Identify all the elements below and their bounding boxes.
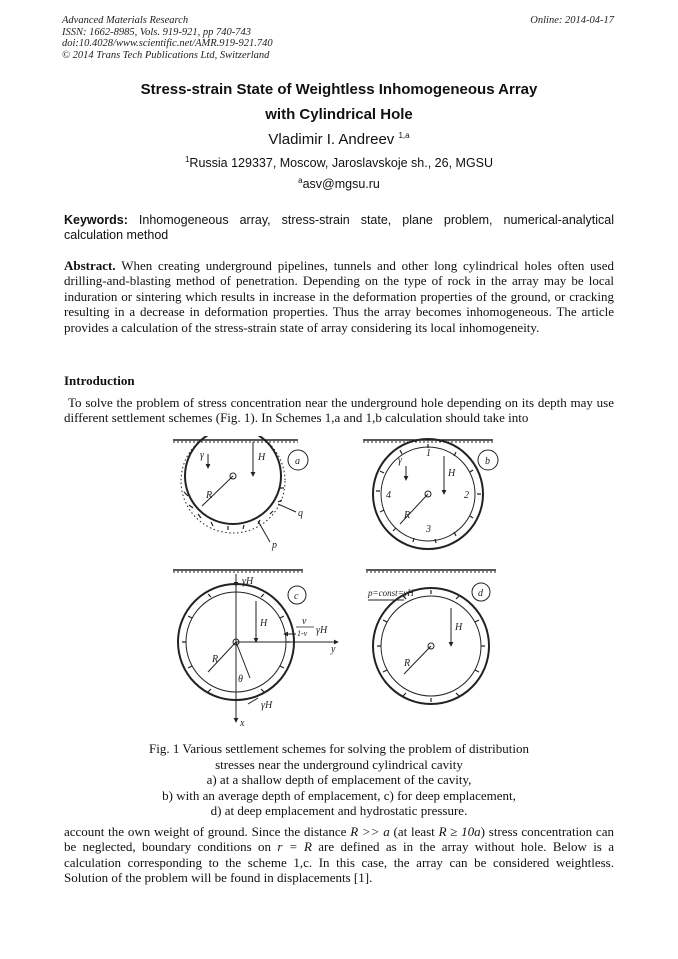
figure-1 [168,436,508,730]
label-2-b: 2 [464,490,469,501]
author-sup: 1,a [398,131,410,140]
label-gH-top-c: γH [242,576,254,587]
label-H-b: H [448,468,456,479]
journal-name: Advanced Materials Research [62,15,189,26]
label-R-a: R [206,490,213,501]
caption-line-1: Fig. 1 Various settlement schemes for solving the problem of distribution [149,741,529,756]
email-sup: a [298,175,303,185]
label-y-c: y [331,644,336,655]
body2-text-3: ) stress concentration can be neglected, boundary conditions on [64,824,614,855]
body2-text-4: are defined as in the array without hole. Below is a calculation corresponding to the scheme 1,c. In this case, the array can be considered weightless. Solution of the problem will be found in displacements [1]. [64,839,614,886]
label-gH-bottom-c: γH [261,700,273,711]
author-name: Vladimir I. Andreev [268,131,395,148]
label-gamma-b: γ [398,455,402,466]
author-email: asv@mgsu.ru [302,177,380,191]
label-gamma-a: γ [200,450,204,461]
label-R-d: R [404,658,411,669]
label-nu-c: ν [302,616,307,627]
issn: ISSN: 1662-8985, Vols. 919-921, pp 740-743 [62,26,251,38]
figure-caption [64,741,614,819]
label-1mnu-c: 1-ν [297,629,308,638]
caption-line-2: stresses near the underground cylindrical cavity [215,756,463,772]
label-x-c: x [240,718,245,729]
body2-text-1: account the own weight of ground. Since the distance [64,824,351,839]
affiliation [0,156,678,170]
keywords-label: Keywords: [64,213,128,227]
keywords-text: Inhomogeneous array, stress-strain state, plane problem, numerical-analytical calculation method [64,213,614,242]
paper-title-line2: with Cylindrical Hole [265,106,413,123]
label-q-a: q [298,508,303,519]
formula-r-gg-a: R >> a [350,824,390,839]
abstract-text: When creating underground pipelines, tunnels and other long cylindrical holes often used drilling-and-blasting method of penetration. Depending on the type of rock in the array may be local induration or sintering which results in increase in the deformation properties of the ground, or cracking resulting in a decrease in deformation properties. Thus the array becomes inhomogeneous. The article provides a calculation of the stress-strain state of array considering its local inhomogeneity. [64,258,615,335]
keywords [64,213,614,243]
label-b: b [485,456,490,467]
scheme-c [173,570,338,722]
label-H-d: H [455,622,463,633]
formula-r-ge-10a: R ≥ 10a [438,824,481,839]
label-3-b: 3 [426,524,431,535]
label-gH-side-c: γH [316,625,328,636]
label-pconst-d: p=const=γH [368,588,414,598]
label-H-a: H [258,452,266,463]
paper-title-line1: Stress-strain State of Weightless Inhomogeneous Array [140,81,538,98]
formula-r-eq-R: r = R [277,839,312,855]
label-4-b: 4 [386,490,391,501]
label-a: a [295,456,300,467]
label-R-c: R [212,654,219,665]
journal-header [62,15,273,61]
affil-address: Russia 129337, Moscow, Jaroslavskoje sh., 26, MGSU [189,156,494,170]
section-heading: Introduction [64,373,135,388]
abstract [64,258,614,335]
label-theta-c: θ [238,674,243,685]
label-1-b: 1 [426,448,431,459]
abstract-label: Abstract. [64,258,116,273]
caption-line-5: d) at deep emplacement and hydrostatic pressure. [210,803,468,819]
author [0,131,678,148]
label-p-a: p [272,540,277,551]
online-date: Online: 2014-04-17 [530,15,614,26]
email-line [0,177,678,191]
caption-line-4: b) with an average depth of emplacement, c) for deep emplacement, [162,787,516,803]
label-R-b: R [404,510,411,521]
scheme-a [173,436,298,542]
body-paragraph-2 [64,824,614,886]
label-c: c [294,591,299,602]
intro-paragraph: To solve the problem of stress concentration near the underground hole depending on its depth may use different settlement schemes (Fig. 1). In Schemes 1,a and 1,b calculation should take into [64,395,614,426]
label-H-c: H [260,618,268,629]
body2-text-2: (at least [389,824,439,839]
doi: doi:10.4028/www.scientific.net/AMR.919-921.740 [62,38,273,49]
caption-line-3: a) at a shallow depth of emplacement of the cavity, [206,772,472,788]
label-d: d [478,588,483,599]
affil-sup: 1 [184,154,190,164]
copyright: © 2014 Trans Tech Publications Ltd, Switzerland [62,49,270,61]
